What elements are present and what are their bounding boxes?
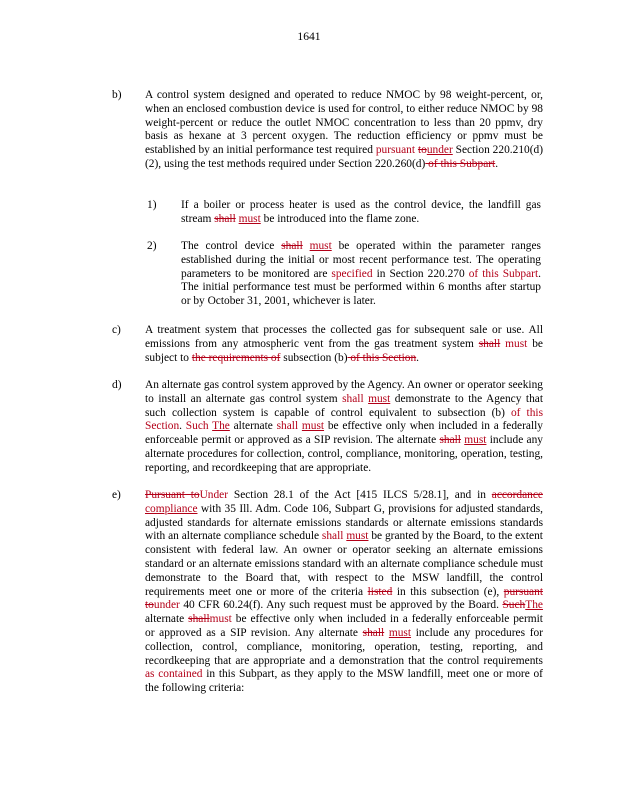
- item-d-text-1: An alternate gas control system approved by the Agency. An owner or operator seeking to install an alternate gas control system: [145, 379, 543, 405]
- item-b-label: b): [112, 89, 122, 101]
- item-e-text-6: alternate: [145, 613, 185, 626]
- item-b-text-3: .: [495, 157, 499, 170]
- item-e-text-1: Section 28.1 of the Act [415 ILCS 5/28.1], and in: [233, 489, 486, 501]
- item-e-text-4: in this subsection (e),: [396, 585, 500, 598]
- deleted-such: Such: [502, 599, 526, 612]
- changed-shall: shall: [342, 392, 364, 405]
- changed-as-contained: as contained: [145, 668, 203, 681]
- item-b2-text-3: in Section 220.270: [376, 267, 465, 280]
- deleted-shall: shall: [281, 240, 303, 252]
- changed-shall: shall: [276, 420, 299, 433]
- inserted-must: must: [388, 626, 412, 639]
- item-b1-text-2: be introduced into the flame zone.: [263, 212, 420, 225]
- item-e-text: [145, 489, 543, 696]
- deleted-pursuant-to: Pursuant to: [145, 489, 200, 501]
- inserted-must: must: [505, 337, 528, 350]
- deleted-shall: shall: [214, 212, 236, 225]
- item-b1-text: [181, 199, 541, 227]
- item-b-text: [145, 89, 543, 172]
- item-e-label: e): [112, 489, 121, 501]
- item-d-text-2: demonstrate to the Agency that such collection system is capable of control equivalent to subsection (b): [145, 392, 543, 419]
- item-d-text: [145, 379, 543, 476]
- page-number: 1641: [297, 30, 321, 43]
- item-b2-label: 2): [147, 240, 157, 252]
- inserted-under: under: [153, 599, 180, 612]
- item-e-text-2: with 35 Ill. Adm. Code 106, Subpart G, provisions for adjusted standards, adjusted standards for alternate emissions standards or alternate emissions standards with an alternate compliance schedule: [145, 502, 543, 543]
- inserted-must: must: [368, 392, 391, 405]
- changed-specified: specified: [331, 267, 373, 280]
- inserted-the: The: [525, 599, 543, 612]
- inserted-compliance: compliance: [145, 502, 198, 515]
- inserted-under: Under: [199, 489, 229, 501]
- item-b-text-2: Section 220.210(d)(2), using the test methods required under Section 220.260(d): [145, 144, 543, 170]
- item-c-text-2: be subject to: [145, 337, 543, 364]
- inserted-must: must: [301, 420, 325, 433]
- item-d-text-5: be effective only when included in a federally enforceable permit or approved as a SIP revision. The alternate: [145, 420, 543, 447]
- item-d-text-3: .: [179, 420, 183, 433]
- item-e-text-3: be granted by the Board, to the extent consistent with federal law. An owner or operator seeking an alternate emissions standard or an alternate emissions standard with an alternate compliance schedule must demonstrate to the Board that, with respect to the MSW landfill, the control requirements meet one or more of the criteria: [145, 530, 543, 598]
- inserted-must: must: [209, 613, 232, 626]
- deleted-pursuant-to: pursuant to: [145, 585, 543, 612]
- item-e-text-5: 40 CFR 60.24(f). Any such request must be approved by the Board.: [183, 599, 499, 612]
- item-b2-text-1: The control device: [181, 240, 275, 252]
- deleted-to: to: [417, 144, 427, 157]
- item-e-text-9: in this Subpart, as they apply to the MSW landfill, meet one or more of the following criteria:: [145, 668, 543, 695]
- deleted-shall: shall: [478, 337, 501, 350]
- item-c-text-1: A treatment system that processes the collected gas for subsequent sale or use. All emissions from any atmospheric vent from the gas treatment system: [145, 324, 543, 350]
- changed-shall: shall: [321, 530, 344, 543]
- inserted-under: under: [426, 144, 453, 157]
- item-b1-text-1: If a boiler or process heater is used as the control device, the landfill gas stream: [181, 199, 541, 225]
- item-b-text-1: A control system designed and operated to reduce NMOC by 98 weight-percent, or, when an enclosed combustion device is used for control, to either reduce NMOC by 98 weight-percent or reduce the outlet NMOC concentration to less than 20 ppmv, dry basis as hexane at 3 percent oxygen. The reduction efficiency or ppmv must be established by an initial performance test required: [145, 89, 543, 157]
- inserted-must: must: [309, 240, 332, 252]
- changed-of-this-subpart: of this Subpart: [468, 267, 539, 280]
- item-b2-text: [181, 240, 541, 309]
- inserted-must: must: [238, 212, 261, 225]
- item-c-label: c): [112, 324, 121, 336]
- deleted-shall: shall: [362, 626, 385, 639]
- deleted-shall: shall: [439, 434, 461, 447]
- deleted-of-this-section: of this Section: [347, 351, 417, 364]
- item-d-text-6: include any alternate procedures for collection, control, compliance, monitoring, operation, testing, reporting, and recordkeeping that are appropriate.: [145, 434, 543, 474]
- item-c-text-3: subsection (b): [283, 351, 348, 364]
- deleted-accordance: accordance: [491, 489, 543, 501]
- changed-of-this-section: of this Section: [145, 406, 543, 433]
- item-c-text-4: .: [416, 351, 419, 364]
- inserted-the: The: [212, 420, 230, 433]
- deleted-shall: shall: [188, 613, 210, 626]
- deleted-the-requirements-of: the requirements of: [191, 351, 281, 364]
- inserted-pursuant: pursuant: [375, 144, 416, 157]
- changed-such: Such: [185, 420, 209, 433]
- item-d-text-4: alternate: [233, 420, 273, 433]
- item-d-label: d): [112, 379, 122, 391]
- item-c-text: [145, 324, 543, 365]
- item-b2-text-4: . The initial performance test must be performed within 6 months after startup or by October 31, 2001, whichever is later.: [181, 267, 541, 308]
- deleted-listed: listed: [367, 585, 393, 598]
- item-e-text-8: include any procedures for collection, control, compliance, monitoring, operation, testing, reporting, and recordkeeping that are appropriate and a demonstration that the control requirements: [145, 626, 543, 667]
- item-b2-text-2: be operated within the parameter ranges established during the initial or most recent performance test. The operating parameters to be monitored are: [181, 240, 541, 280]
- inserted-must: must: [346, 530, 369, 543]
- item-e-text-7: be effective only when included in a federally enforceable permit or approved as a SIP revision. Any alternate: [145, 613, 543, 639]
- item-b1-label: 1): [147, 199, 157, 211]
- inserted-must: must: [464, 434, 487, 447]
- deleted-of-this-subpart: of this Subpart: [425, 157, 496, 170]
